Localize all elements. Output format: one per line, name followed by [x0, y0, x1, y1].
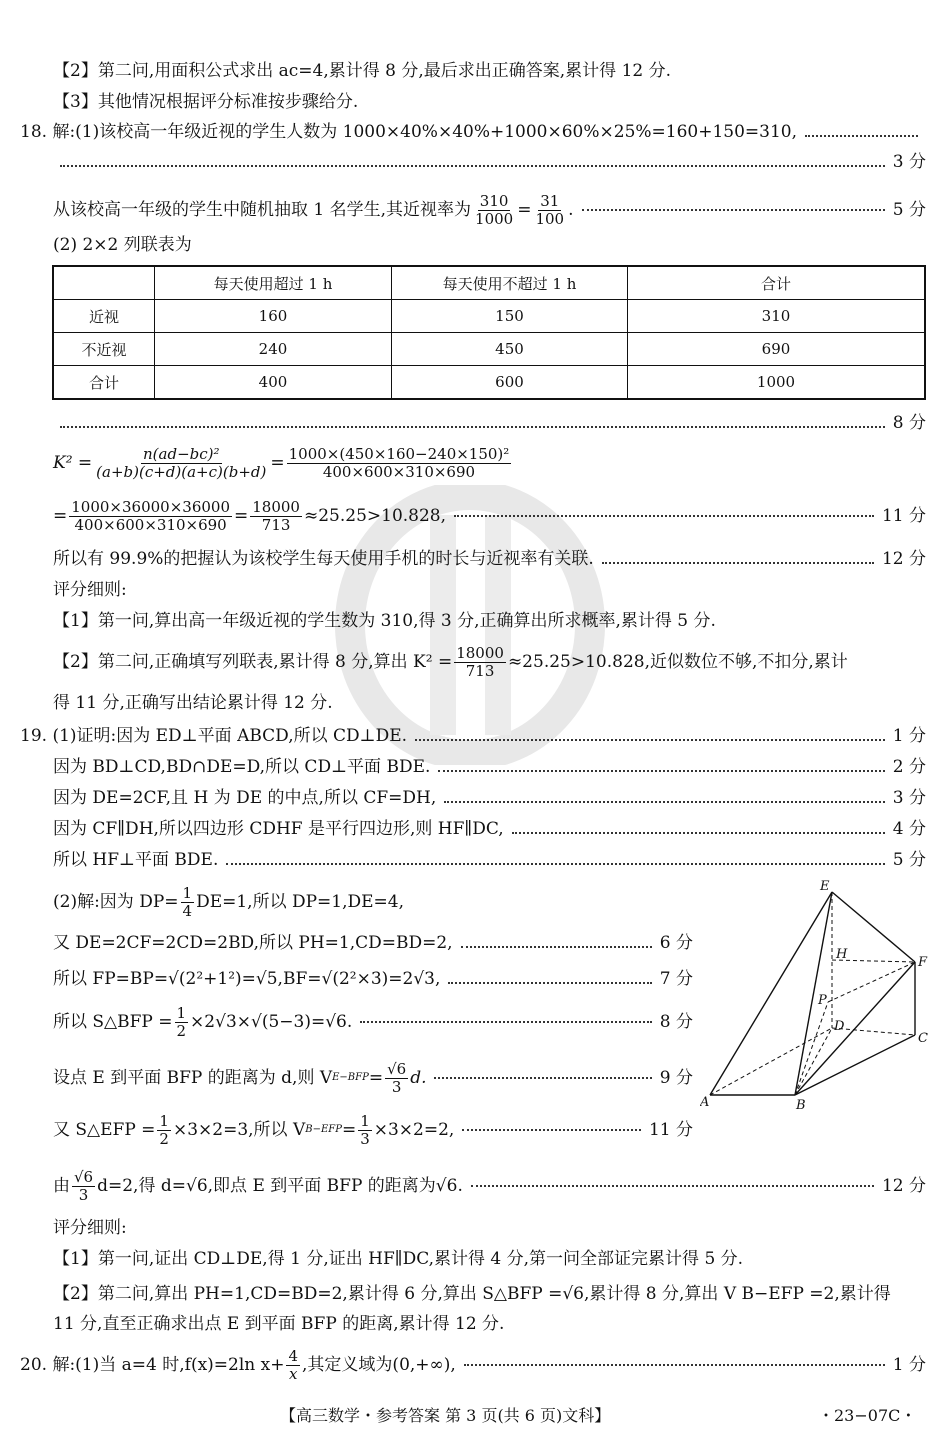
table-cell: 240	[155, 333, 392, 366]
label-f: F	[918, 955, 928, 970]
table-cell: 合计	[53, 366, 155, 400]
q18-rule-2: 【2】第二问,正确填写列联表,累计得 8 分,算出 K² = $\frac{18000}{713}$ ≈25.25>10.828,近似数位不够,不扣分,累计	[53, 643, 848, 680]
table-cell: 150	[392, 300, 628, 333]
label-c: C	[918, 1031, 928, 1046]
note-17-2: 【2】第二问,用面积公式求出 ac=4,累计得 8 分,最后求出正确答案,累计得 12 分.	[53, 61, 672, 81]
k2-formula-1: K² = $\frac{\text{n(ad−bc)²}}{(a+b)(c+d)(a+c)(b+d)}$ = $\frac{\text{1000×(450×160−240×150)²}}{400\times 600\times 310\times 690}$	[53, 444, 510, 481]
q19-line-3: 因为 DE=2CF,且 H 为 DE 的中点,所以 CF=DH, 3 分	[53, 788, 926, 808]
q19-rules-title: 评分细则:	[53, 1218, 127, 1238]
page-footer: 【高三数学・参考答案 第 3 页(共 6 页)文科】	[280, 1406, 611, 1425]
table-cell: 不近视	[53, 333, 155, 366]
q18-rules-title: 评分细则:	[53, 580, 127, 600]
table-cell: 每天使用不超过 1 h	[392, 266, 628, 300]
q19-line-8: 所以 S△BFP = $\frac{1}{2}$ ×2√3×√(5−3)=√6. 8 分	[53, 1003, 693, 1040]
q18-rule-1: 【1】第一问,算出高一年级近视的学生数为 310,得 3 分,正确算出所求概率,累计得 5 分.	[53, 611, 716, 631]
table-cell	[53, 266, 155, 300]
q19-line-2: 因为 BD⊥CD,BD∩DE=D,所以 CD⊥平面 BDE. 2 分	[53, 757, 926, 777]
table-row	[53, 300, 925, 333]
doc-code: ・23−07C・	[818, 1406, 917, 1425]
q18-head: 18. 解:(1)该校高一年级近视的学生人数为 1000×40%×40%+1000×60%×25%=160+150=310,	[20, 121, 926, 143]
table-cell: 合计	[628, 266, 926, 300]
table-cell: 600	[392, 366, 628, 400]
table-header-row	[53, 266, 925, 300]
label-p: P	[818, 993, 827, 1008]
q18-table-title: (2) 2×2 列联表为	[53, 235, 192, 255]
q18-probability: 从该校高一年级的学生中随机抽取 1 名学生,其近视率为 $\frac{310}{1000}$ = $\frac{31}{100}$ . 5 分	[53, 191, 926, 228]
q19-line-6: 又 DE=2CF=2CD=2BD,所以 PH=1,CD=BD=2, 6 分	[53, 933, 693, 953]
table-row	[53, 366, 925, 400]
table-cell: 1000	[628, 366, 926, 400]
table-cell: 160	[155, 300, 392, 333]
label-e: E	[820, 880, 830, 894]
q19-part2-intro: (2)解:因为 DP= $\frac{1}{4}$ DE=1,所以 DP=1,DE=4,	[53, 883, 405, 920]
k2-formula-2: = $\frac{1000\times 36000\times 36000}{400\times 600\times 310\times 690}$ = $\frac{18000}{713}$ ≈25.25>10.828, 11 分	[53, 497, 926, 534]
label-b: B	[796, 1098, 806, 1113]
note-17-3: 【3】其他情况根据评分标准按步骤给分.	[53, 92, 359, 112]
q18-score-3: 3 分	[60, 151, 926, 173]
q19-line-4: 因为 CF∥DH,所以四边形 CDHF 是平行四边形,则 HF∥DC, 4 分	[53, 819, 926, 839]
q19-line-10: 又 S△EFP = $\frac{1}{2}$ ×3×2=3,所以 V B−EFP = $\frac{1}{3}$ ×3×2=2, 11 分	[53, 1111, 693, 1148]
q18-conclusion: 所以有 99.9%的把握认为该校学生每天使用手机的时长与近视率有关联. 12 分	[53, 549, 926, 569]
table-cell: 450	[392, 333, 628, 366]
contingency-table	[52, 265, 926, 400]
q19-rule-2-cont: 11 分,直至正确求出点 E 到平面 BFP 的距离,累计得 12 分.	[53, 1314, 505, 1334]
q19-rule-1: 【1】第一问,证出 CD⊥DE,得 1 分,证出 HF∥DC,累计得 4 分,第一问全部证完累计得 5 分.	[53, 1249, 744, 1269]
q20-line-1: 20. 解:(1)当 a=4 时,f(x)=2ln x+ $\frac{4}{x}$ ,其定义域为(0,+∞), 1 分	[20, 1346, 926, 1383]
label-d: D	[834, 1019, 845, 1034]
q18-score-8: 8 分	[60, 412, 926, 434]
q19-rule-2: 【2】第二问,算出 PH=1,CD=BD=2,累计得 6 分,算出 S△BFP =√6,累计得 8 分,算出 V B−EFP =2,累计得	[53, 1284, 891, 1304]
label-h: H	[836, 947, 848, 962]
q19-line-7: 所以 FP=BP=√(2²+1²)=√5,BF=√(2²×3)=2√3, 7 分	[53, 969, 693, 989]
q19-line-9: 设点 E 到平面 BFP 的距离为 d,则 V E−BFP = $\frac{√6}{3}$ d. 9 分	[53, 1059, 693, 1096]
table-row	[53, 333, 925, 366]
q19-line-5: 所以 HF⊥平面 BDE. 5 分	[53, 850, 926, 870]
label-a: A	[700, 1095, 710, 1110]
q19-line-1: 19. (1)证明:因为 ED⊥平面 ABCD,所以 CD⊥DE. 1 分	[20, 726, 926, 746]
q18-rule-2-cont: 得 11 分,正确写出结论累计得 12 分.	[53, 693, 333, 713]
table-cell: 近视	[53, 300, 155, 333]
table-cell: 每天使用超过 1 h	[155, 266, 392, 300]
table-cell: 310	[628, 300, 926, 333]
table-cell: 690	[628, 333, 926, 366]
table-cell: 400	[155, 366, 392, 400]
solid-geometry-figure	[700, 880, 940, 1115]
q19-line-12: 由 $\frac{√6}{3}$ d=2,得 d=√6,即点 E 到平面 BFP 的距离为√6. 12 分	[53, 1167, 926, 1204]
